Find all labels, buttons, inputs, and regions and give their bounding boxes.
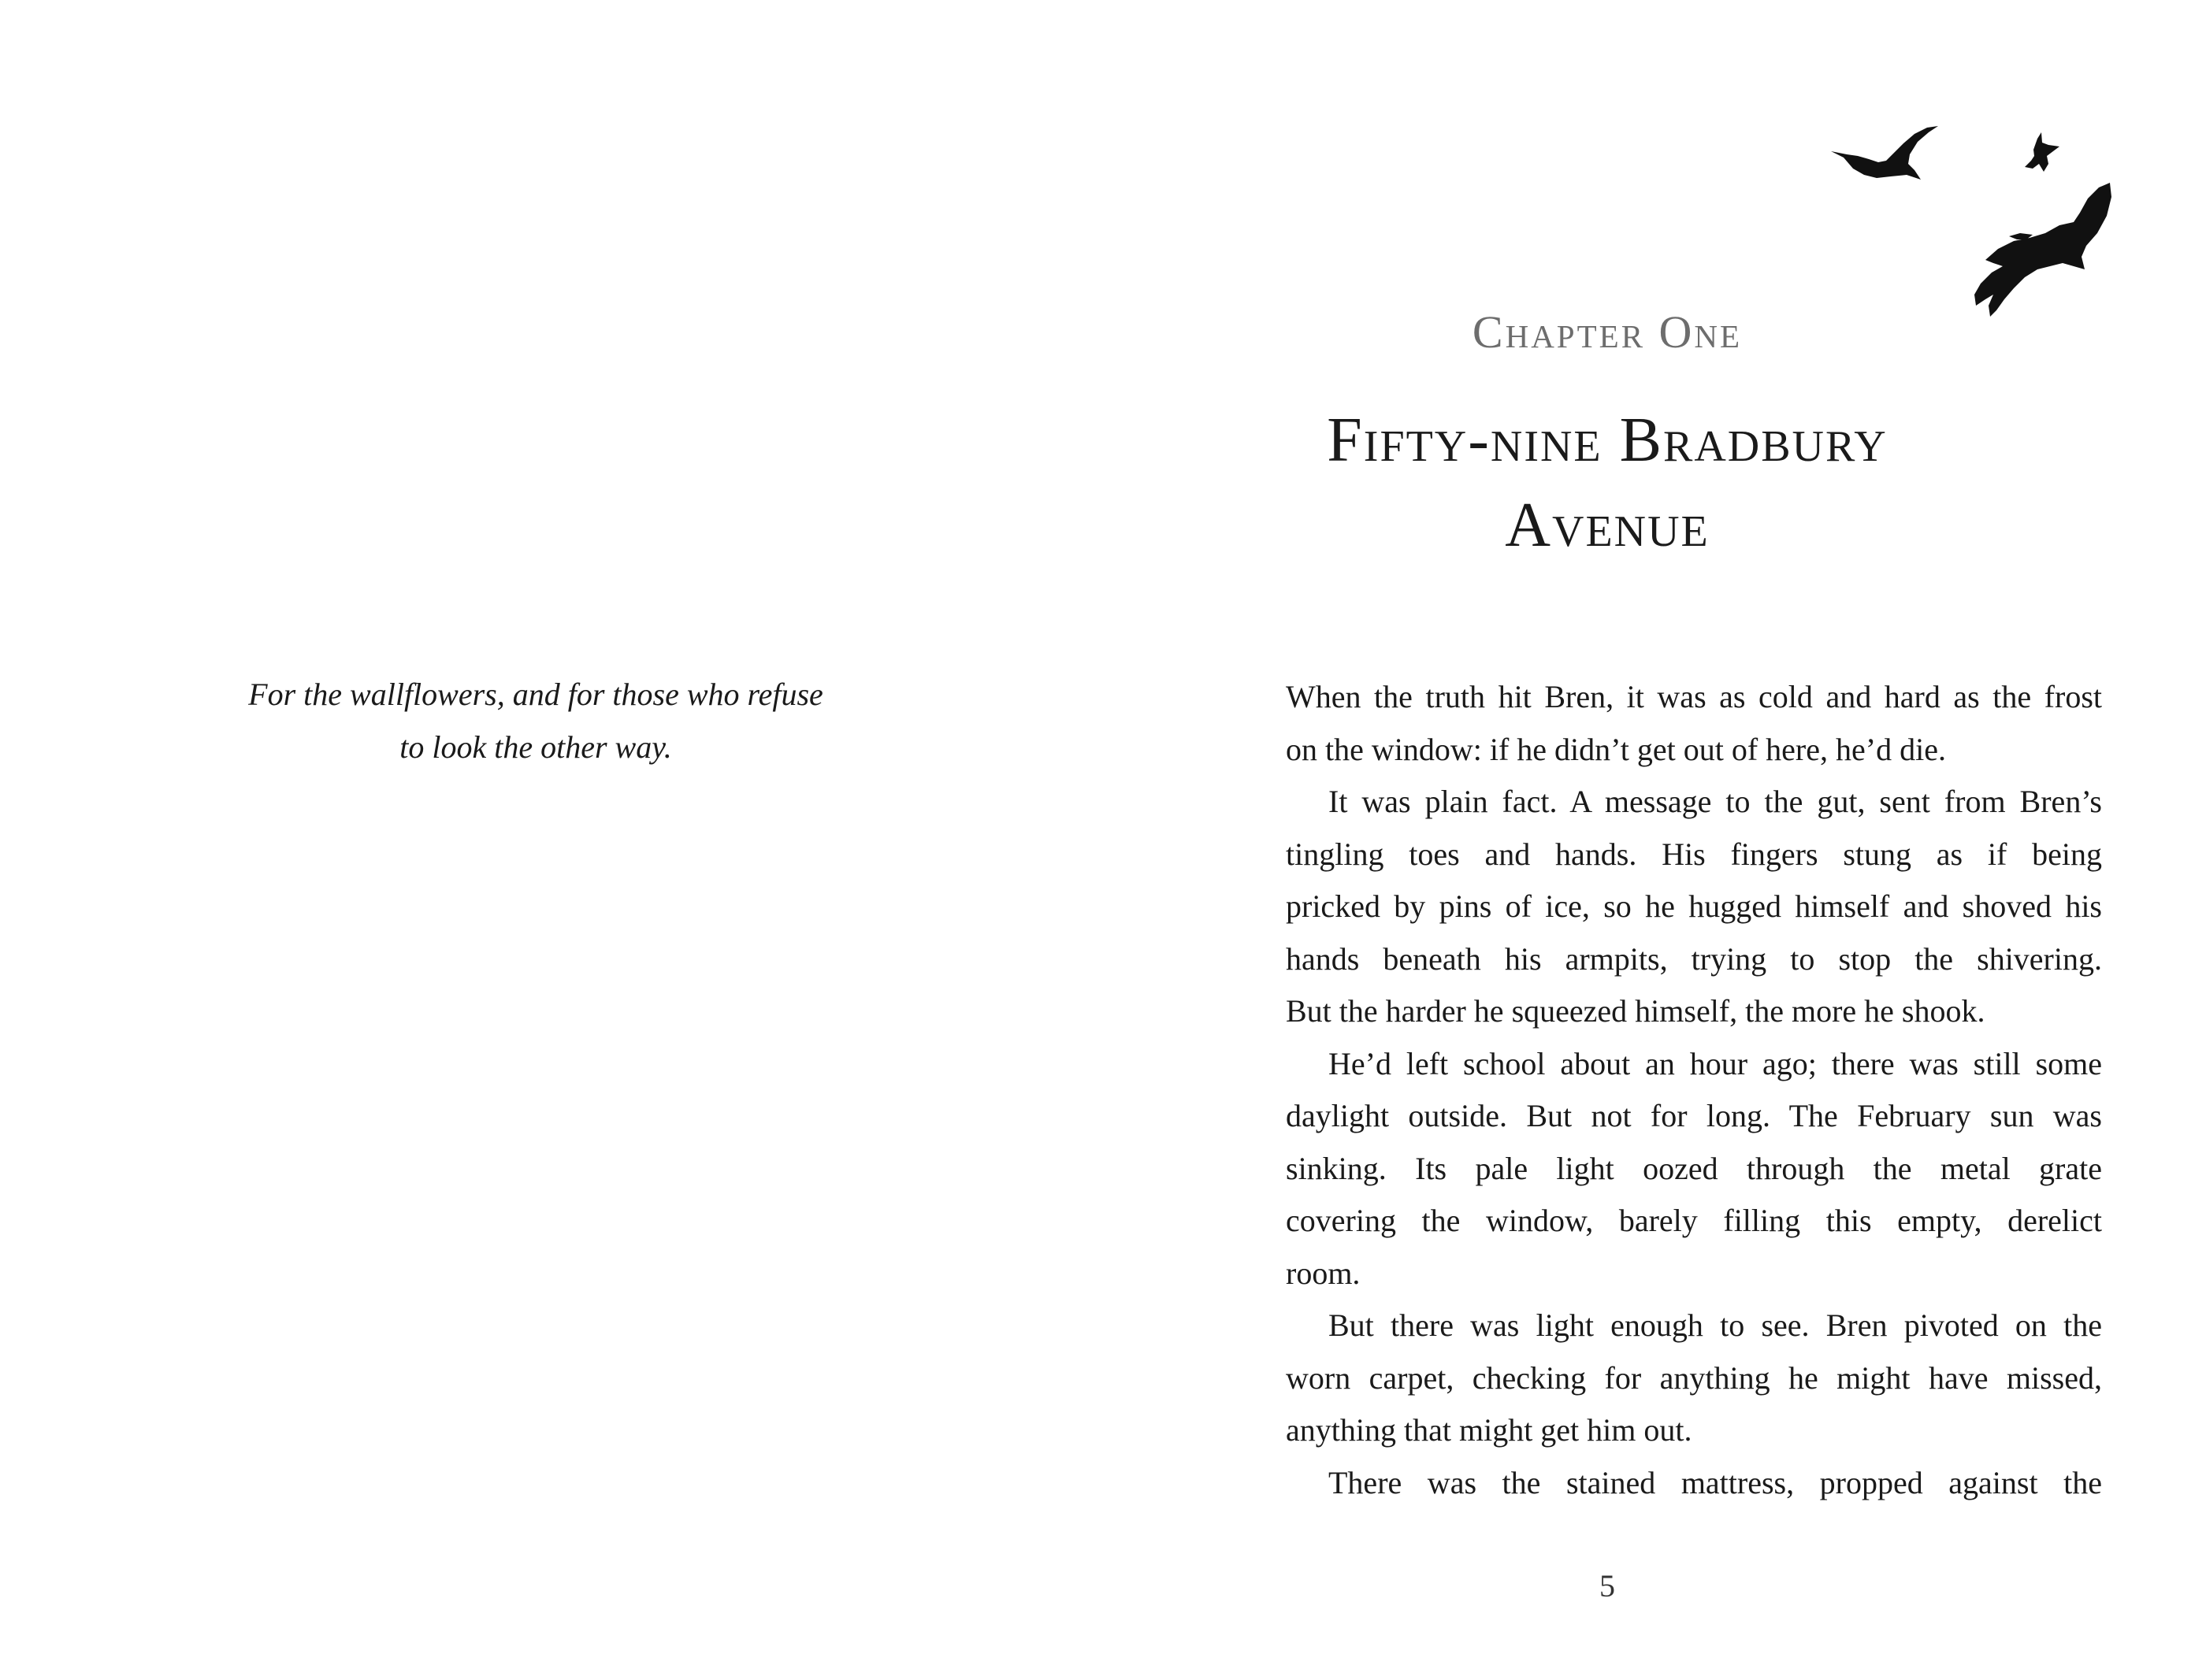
body-line: When the truth hit Bren, it was as cold and hard as the frost xyxy=(1286,679,2102,714)
body-line: daylight outside. But not for long. The February sun was xyxy=(1286,1098,2102,1133)
body-line: It was plain fact. A message to the gut, sent from Bren’s xyxy=(1328,784,2102,819)
body-line: pricked by pins of ice, so he hugged himself and shoved his xyxy=(1286,888,2102,924)
body-line: sinking. Its pale light oozed through the metal grate xyxy=(1286,1150,2102,1186)
chapter-title-line: Fifty-nine Bradbury xyxy=(1327,406,1888,475)
dedication xyxy=(213,668,859,773)
bird-icon xyxy=(1831,126,1938,180)
chapter-body xyxy=(1286,671,2102,1509)
dedication-line: For the wallflowers, and for those who refuse xyxy=(248,677,823,712)
chapter-label: Chapter One xyxy=(1472,306,1743,358)
flying-birds-icon xyxy=(1103,0,2206,331)
body-line: But there was light enough to see. Bren pivoted on the xyxy=(1328,1307,2102,1343)
body-line: covering the window, barely filling this empty, derelict xyxy=(1286,1203,2102,1238)
body-line: There was the stained mattress, propped against the xyxy=(1328,1464,2102,1500)
body-line: room. xyxy=(1286,1255,1361,1291)
page-number: 5 xyxy=(1599,1568,1615,1604)
body-line: on the window: if he didn’t get out of here, he’d die. xyxy=(1286,731,1946,767)
right-page xyxy=(1103,0,2206,1680)
body-line: But the harder he squeezed himself, the more he shook. xyxy=(1286,993,1985,1029)
chapter-title-line: Avenue xyxy=(1505,491,1710,560)
bird-icon xyxy=(2009,233,2033,239)
bird-icon xyxy=(2025,132,2059,172)
body-line: He’d left school about an hour ago; there was still some xyxy=(1328,1045,2102,1081)
body-line: hands beneath his armpits, trying to stop the shivering. xyxy=(1286,940,2102,977)
body-line: worn carpet, checking for anything he might have missed, xyxy=(1286,1359,2102,1396)
bird-icon xyxy=(1974,183,2111,317)
chapter-title xyxy=(1261,398,1954,568)
body-line: anything that might get him out. xyxy=(1286,1412,1692,1448)
dedication-line: to look the other way. xyxy=(399,729,672,765)
body-line: tingling toes and hands. His fingers stung as if being xyxy=(1286,836,2102,872)
